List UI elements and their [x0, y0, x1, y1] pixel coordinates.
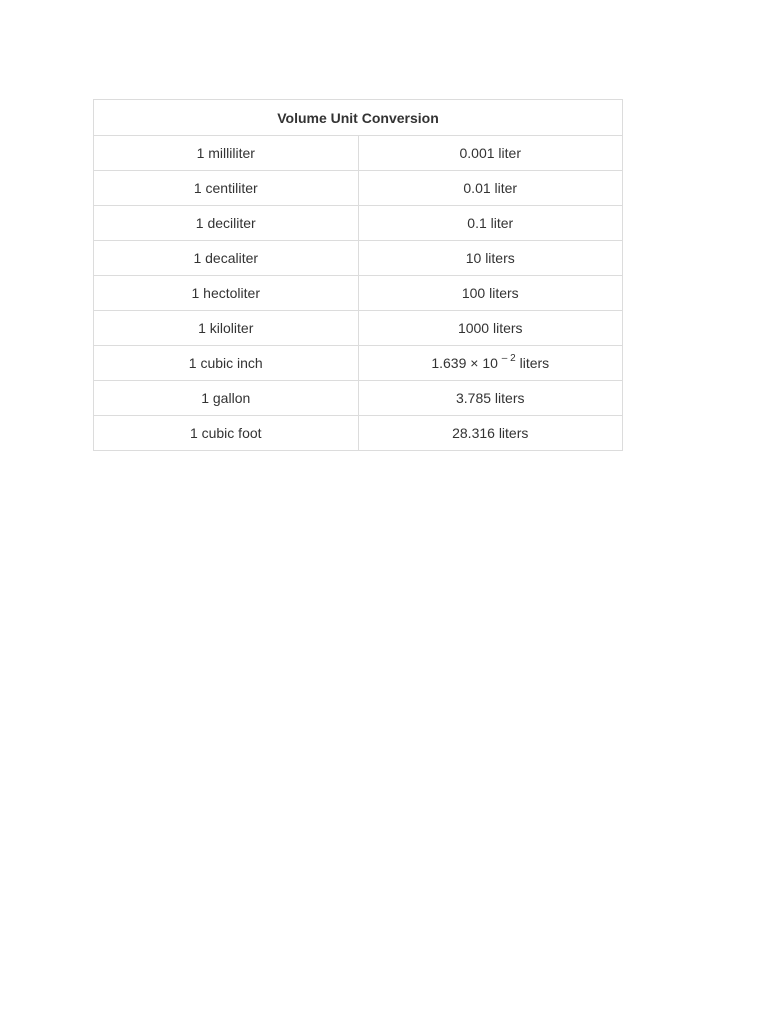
equivalent-exponent: – 2: [501, 353, 516, 365]
table-row: [94, 136, 623, 171]
volume-conversion-table-container: [93, 99, 623, 451]
equivalent-cell: 1000 liters: [358, 311, 623, 346]
equivalent-cell: 28.316 liters: [358, 416, 623, 451]
unit-cell: 1 decaliter: [94, 241, 359, 276]
unit-cell: 1 cubic inch: [94, 346, 359, 381]
equivalent-cell: 0.001 liter: [358, 136, 623, 171]
table-header-row: [94, 100, 623, 136]
unit-cell: 1 cubic foot: [94, 416, 359, 451]
unit-cell: 1 centiliter: [94, 171, 359, 206]
table-title: Volume Unit Conversion: [94, 100, 623, 136]
unit-cell: 1 kiloliter: [94, 311, 359, 346]
equivalent-base: 1.639 × 10: [431, 355, 498, 371]
equivalent-cell: 0.01 liter: [358, 171, 623, 206]
table-row: [94, 206, 623, 241]
table-row: [94, 416, 623, 451]
equivalent-suffix: liters: [519, 355, 550, 371]
unit-cell: 1 milliliter: [94, 136, 359, 171]
unit-cell: 1 hectoliter: [94, 276, 359, 311]
table-row: [94, 311, 623, 346]
table-row: [94, 171, 623, 206]
table-row: [94, 346, 623, 381]
unit-cell: 1 deciliter: [94, 206, 359, 241]
table-row: [94, 276, 623, 311]
equivalent-cell: 0.1 liter: [358, 206, 623, 241]
unit-cell: 1 gallon: [94, 381, 359, 416]
volume-conversion-table: [93, 99, 623, 451]
table-row: [94, 241, 623, 276]
equivalent-cell: 3.785 liters: [358, 381, 623, 416]
equivalent-cell: 100 liters: [358, 276, 623, 311]
equivalent-cell: 10 liters: [358, 241, 623, 276]
table-row: [94, 381, 623, 416]
equivalent-cell: [358, 346, 623, 381]
